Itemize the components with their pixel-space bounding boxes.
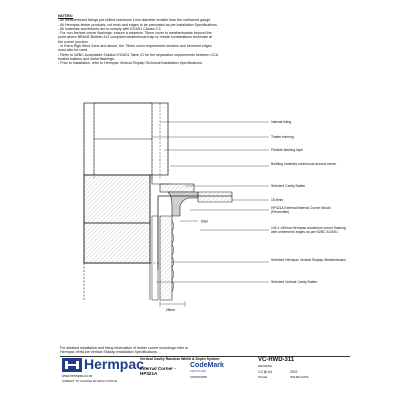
brand-name: Hermpac [84, 356, 144, 372]
note-line: - All Hermpac timber products, cut ends and edges to be precoated as per installation Specifications. [58, 22, 218, 27]
system-title: Vertical Cavity Random Width & Depth System [140, 357, 220, 361]
note-line: - Refer to NZBC Acceptable Solution E2/AS1 Table 21 for the separation requirements between CCA [58, 52, 219, 57]
issue-year-caption: ISSUED DATE [290, 375, 309, 379]
note-line: point where BRANZ Bulletin 411 compliant weatherboard lap or rebate combinations terminate at [58, 35, 212, 40]
note-line: treated battens and metal flashings. [58, 56, 115, 61]
drawing-name-line: HP321A [140, 371, 158, 377]
codemark-logo: CodeMark [190, 362, 224, 369]
note-line: the corner junction. [58, 39, 89, 44]
drawing-name-line: Internal Corner - [140, 366, 176, 371]
note-line: - In Extra High Wind Zone and above, the 75mm cover requirement remains and hemmed edges [58, 44, 212, 49]
timber-framing-horizontal [84, 175, 160, 263]
installation-note-line: For detailed installation and fixing information of timber corner mouldings refer to [60, 346, 189, 350]
website-link[interactable]: www.hermpac.co.nz [62, 374, 93, 378]
lining-dashed-lines [84, 103, 168, 180]
label-internal-lining: Internal lining [271, 120, 292, 124]
note-line: - All materials and fixtures are to comply with E2/AS1 Clause 2.3 [58, 26, 161, 31]
codemark-certified: CERTIFIED [190, 370, 207, 373]
label-flexible-flashing-tape: Flexible flashing tape [271, 148, 303, 152]
label-weatherboard: Selected Hermpac Vertical Shiplap Weatherboard [271, 258, 346, 262]
dimension-5mm: 5mm [201, 219, 209, 224]
installation-note-line: Hermpac VertiLine Vertical Shiplap Installation Specifications. [60, 350, 158, 355]
label-corner-mould: HP321A External/Internal Corner Mould (Reversible) [271, 206, 331, 214]
hermpac-logo-icon [62, 358, 82, 372]
note-line: - For non-fire/wet corner flashings, ensure a minimum 75mm cover to weatherboards beyond the [58, 31, 212, 36]
dimension-25mm: 25mm [166, 308, 175, 312]
codemark-number: CMNZ70006 [190, 375, 208, 379]
label-building-underlay: Building underlay continuous around corner [271, 162, 337, 166]
label-vertical-cavity-batten: Selected Vertical Cavity Batten [271, 280, 318, 284]
installation-note [60, 346, 360, 355]
subject-to-change-text: SUBJECT TO CHANGE WITHOUT NOTICE [62, 378, 118, 383]
label-aluminium-flashing: 140 x 140mm Hermpac aluminium corner flashing with unhemmed edges as per NZBC E2/AS1 [271, 226, 346, 234]
drawing-number: VC-RWD-311 [258, 357, 295, 363]
scale-value: 1:2 @ A4 [258, 370, 272, 374]
drawing-name [140, 366, 176, 376]
label-timber-framing: Timber framing [271, 135, 294, 139]
label-cavity-batten: Selected Cavity Batten [271, 184, 306, 188]
timber-framing-vertical [84, 103, 168, 175]
issue-year: 2022 [290, 370, 298, 374]
note-line: - All weatherboard fixings pre-drilled maximum 1mm diameter smaller than the nail/screw gauge. [58, 18, 212, 23]
note-line: - Prior to installation, refer to Hermpac Vertical Shiplap Technical Installation Specifications. [58, 61, 203, 66]
scale-caption: SCALE [258, 375, 268, 379]
drawing-number-caption: DRAWING [258, 364, 273, 368]
note-line: must also be used. [58, 48, 89, 53]
label-thickness: 18.5mm [271, 198, 284, 202]
notes-heading: NOTES: [58, 13, 74, 18]
